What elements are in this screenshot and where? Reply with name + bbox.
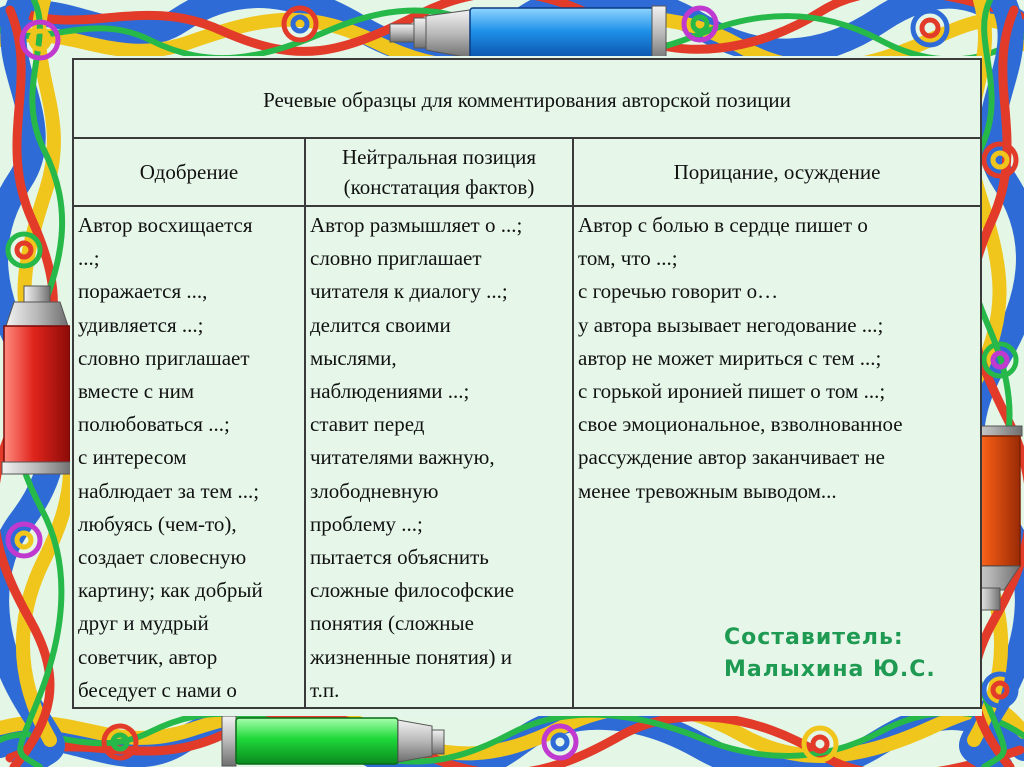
text-line: создает словесную	[78, 545, 247, 570]
speech-patterns-table	[72, 58, 982, 709]
header-line: Порицание, осуждение	[673, 160, 881, 184]
text-line: пытается объяснить	[310, 545, 489, 570]
text-line: том, что ...;	[578, 246, 678, 271]
text-line: словно приглашает	[310, 246, 482, 271]
text-line: поражается ...,	[78, 279, 208, 304]
text-line: автор не может мириться с тем ...;	[578, 345, 882, 370]
title-row	[73, 59, 981, 138]
red-paint-tube-icon	[2, 286, 72, 474]
text-line: читателями важную,	[310, 445, 495, 470]
column-approval	[73, 206, 305, 708]
text-line: любуясь (чем-то),	[78, 511, 237, 536]
text-line: проблему ...;	[310, 511, 423, 536]
text-line: наблюдениями ...;	[310, 379, 470, 404]
text-line: с горечью говорит о…	[578, 279, 779, 304]
text-line: советчик, автор	[78, 644, 218, 669]
text-line: читателя к диалогу ...;	[310, 279, 508, 304]
text-line: понятия (сложные	[310, 611, 474, 636]
header-line: (констатация фактов)	[343, 175, 535, 199]
text-line: делится своими	[310, 312, 451, 337]
text-line: сложные философские	[310, 578, 515, 603]
header-censure	[573, 138, 981, 206]
header-neutral	[305, 138, 573, 206]
text-line: злободневную	[310, 478, 439, 503]
text-line: менее тревожным выводом...	[578, 478, 837, 503]
text-line: беседует с нами о	[78, 677, 237, 702]
green-paint-tube-icon	[222, 716, 444, 766]
text-line: наблюдает за тем ...;	[78, 478, 260, 503]
text-line: жизненные понятия) и	[310, 644, 512, 669]
text-line: с горькой иронией пишет о том ...;	[578, 379, 886, 404]
text-line: с интересом	[78, 445, 187, 470]
header-approval	[73, 138, 305, 206]
text-line: Автор с болью в сердце пишет о	[578, 213, 868, 237]
table-title: Речевые образцы для комментирования авторской позиции	[73, 59, 981, 138]
text-line: Автор восхищается	[78, 213, 253, 237]
text-line: ставит перед	[310, 412, 425, 437]
text-line: Автор размышляет о ...;	[310, 213, 523, 237]
text-line: удивляется ...;	[78, 312, 204, 337]
text-line: картину; как добрый	[78, 578, 263, 603]
text-line: рассуждение автор заканчивает не	[578, 445, 885, 470]
text-line: ...;	[78, 246, 100, 271]
text-line: вместе с ним	[78, 379, 195, 404]
text-line: полюбоваться ...;	[78, 412, 230, 437]
text-line: т.п.	[310, 677, 340, 702]
author-label: Составитель:	[724, 625, 904, 650]
column-neutral	[305, 206, 573, 708]
text-line: свое эмоциональное, взволнованное	[578, 412, 903, 437]
author-name: Малыхина Ю.С.	[724, 657, 936, 682]
author-caption	[724, 622, 936, 686]
header-row	[73, 138, 981, 206]
header-line: Нейтральная позиция	[341, 145, 537, 169]
text-line: словно приглашает	[78, 345, 250, 370]
text-line: у автора вызывает негодование ...;	[578, 312, 884, 337]
header-line: Одобрение	[139, 160, 239, 184]
text-line: мыслями,	[310, 345, 397, 370]
text-line: друг и мудрый	[78, 611, 209, 636]
